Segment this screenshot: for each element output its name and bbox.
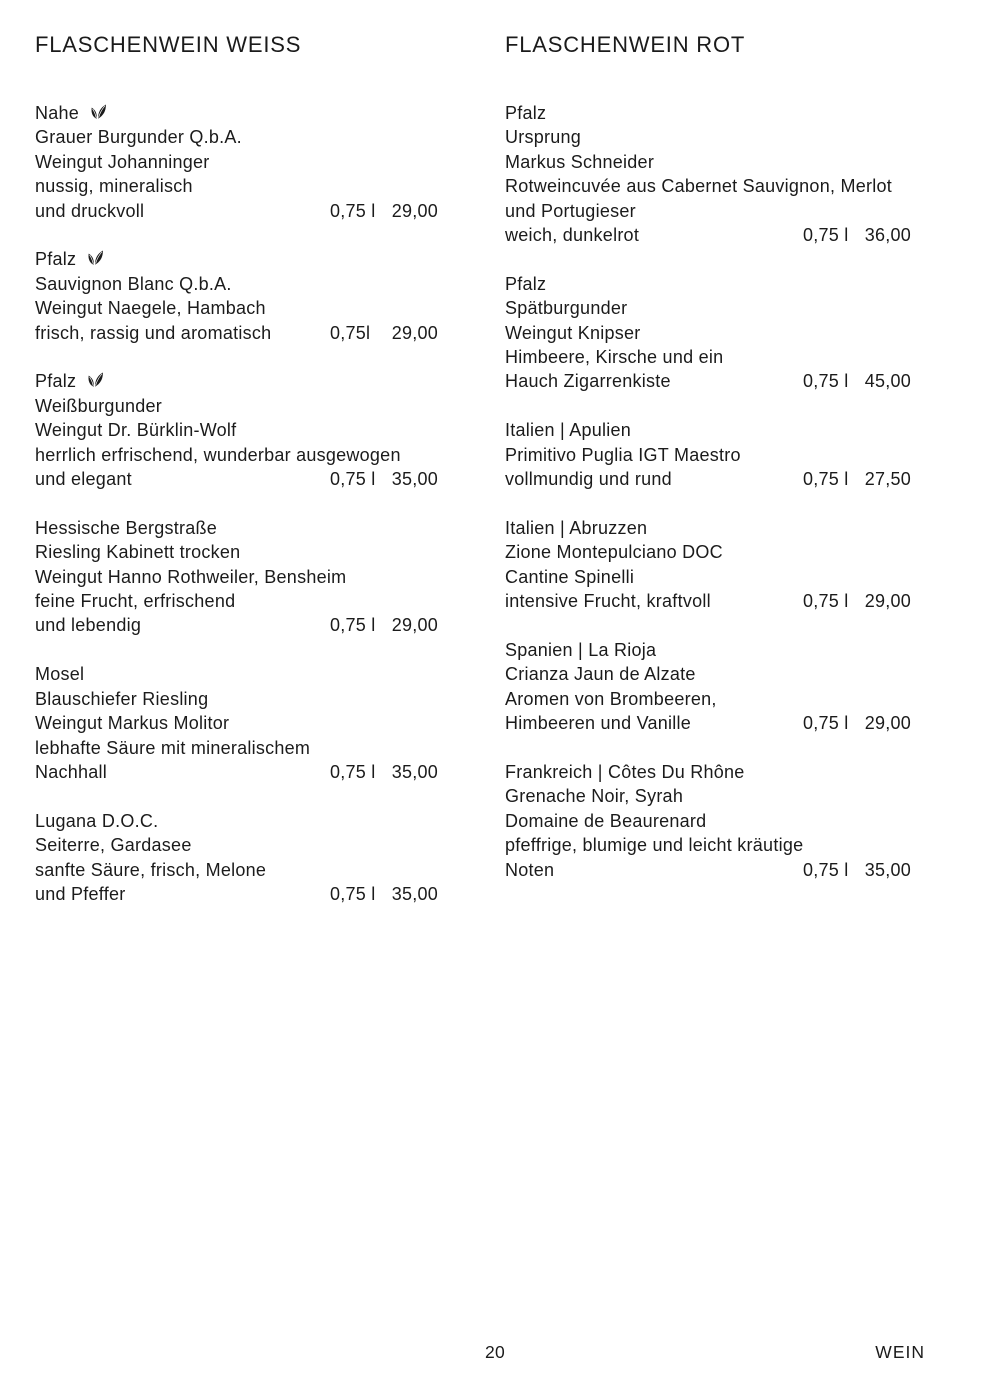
wine-description-tail: Noten: [505, 859, 555, 880]
line-text: lebhafte Säure mit mineralischem: [35, 737, 311, 758]
line-text: nussig, mineralisch: [35, 176, 193, 197]
line-text: Pfalz: [35, 249, 77, 270]
wine-description-tail: Hauch Zigarrenkiste: [505, 371, 671, 392]
wine-volume: 0,75 l: [803, 859, 849, 880]
wine-price-group: [803, 223, 911, 247]
wine-entry-lines: [505, 638, 911, 711]
wine-price-group: [803, 369, 911, 393]
wine-description-tail: frisch, rassig und aromatisch: [35, 322, 272, 343]
line-text: Weißburgunder: [35, 395, 162, 416]
wine-detail-line: [505, 662, 911, 686]
wine-price-group: [330, 321, 438, 345]
wine-price-line: [505, 467, 911, 491]
wine-volume: 0,75 l: [330, 200, 376, 221]
wine-region-line: [35, 369, 438, 393]
wine-price: 35,00: [391, 469, 438, 490]
wine-entry: [35, 247, 438, 345]
wine-price-line: [505, 711, 911, 735]
red-wine-list: [505, 101, 911, 882]
line-text: Zione Montepulciano DOC: [505, 542, 723, 563]
wine-entry-lines: [35, 662, 438, 760]
wine-entry: [35, 662, 438, 784]
wine-detail-line: [505, 345, 911, 369]
wine-description-tail: und Pfeffer: [35, 883, 126, 904]
wine-price: 35,00: [391, 761, 438, 782]
line-text: Italien | Abruzzen: [505, 517, 648, 538]
wine-volume: 0,75 l: [803, 371, 849, 392]
white-wine-column: [35, 33, 438, 931]
line-text: Weingut Knipser: [505, 322, 641, 343]
line-text: Hessische Bergstraße: [35, 517, 218, 538]
wine-detail-line: [505, 125, 911, 149]
line-text: Spanien | La Rioja: [505, 639, 657, 660]
line-text: Weingut Naegele, Hambach: [35, 298, 266, 319]
wine-price: 29,00: [391, 615, 438, 636]
line-text: Spätburgunder: [505, 298, 628, 319]
wine-detail-line: [505, 565, 911, 589]
wine-detail-line: [505, 174, 911, 198]
wine-entry: [35, 809, 438, 907]
wine-detail-line: [505, 784, 911, 808]
red-wine-column: [505, 33, 911, 906]
wine-region-line: [505, 418, 911, 442]
wine-price-line: [505, 223, 911, 247]
wine-detail-line: [505, 833, 911, 857]
wine-detail-line: [35, 296, 438, 320]
wine-price: 35,00: [391, 883, 438, 904]
wine-description-tail: vollmundig und rund: [505, 469, 672, 490]
wine-entry-lines: [505, 418, 911, 467]
line-text: Himbeere, Kirsche und ein: [505, 347, 724, 368]
wine-volume: 0,75 l: [330, 761, 376, 782]
wine-entry-lines: [505, 760, 911, 858]
wine-price-line: [35, 467, 438, 491]
wine-entry-lines: [35, 516, 438, 614]
wine-region-line: [505, 760, 911, 784]
wine-volume: 0,75 l: [330, 469, 376, 490]
line-text: Riesling Kabinett trocken: [35, 542, 241, 563]
wine-detail-line: [505, 296, 911, 320]
wine-detail-line: [35, 687, 438, 711]
wine-entry: [505, 760, 911, 882]
wine-region-line: [35, 101, 438, 125]
wine-price: 29,00: [864, 713, 911, 734]
wine-volume: 0,75 l: [330, 883, 376, 904]
wine-volume: 0,75 l: [803, 469, 849, 490]
wine-description-tail: und druckvoll: [35, 200, 145, 221]
line-text: Lugana D.O.C.: [35, 810, 159, 831]
wine-price-group: [803, 858, 911, 882]
wine-detail-line: [35, 174, 438, 198]
line-text: sanfte Säure, frisch, Melone: [35, 859, 267, 880]
wine-detail-line: [505, 540, 911, 564]
wine-description-tail: Nachhall: [35, 761, 108, 782]
line-text: Grauer Burgunder Q.b.A.: [35, 127, 242, 148]
wine-description-tail: intensive Frucht, kraftvoll: [505, 591, 711, 612]
wine-entry: [35, 516, 438, 638]
line-text: Sauvignon Blanc Q.b.A.: [35, 273, 232, 294]
wine-detail-line: [35, 565, 438, 589]
wine-detail-line: [35, 589, 438, 613]
wine-price: 29,00: [864, 591, 911, 612]
wine-entry: [35, 101, 438, 223]
wine-entry: [505, 418, 911, 491]
line-text: Markus Schneider: [505, 151, 655, 172]
line-text: herrlich erfrischend, wunderbar ausgewogen: [35, 444, 401, 465]
wine-description-tail: Himbeeren und Vanille: [505, 713, 692, 734]
line-text: Blauschiefer Riesling: [35, 688, 209, 709]
wine-region-line: [505, 272, 911, 296]
line-text: Grenache Noir, Syrah: [505, 786, 684, 807]
wine-volume: 0,75 l: [803, 591, 849, 612]
wine-detail-line: [35, 418, 438, 442]
wine-price: 29,00: [391, 200, 438, 221]
red-wine-header: FLASCHENWEIN ROT: [505, 32, 746, 57]
wine-entry-lines: [505, 272, 911, 370]
wine-entry-lines: [35, 369, 438, 467]
wine-entry: [505, 101, 911, 247]
wine-entry: [505, 638, 911, 736]
line-text: Mosel: [35, 664, 85, 685]
wine-detail-line: [505, 321, 911, 345]
white-wine-header: FLASCHENWEIN WEISS: [35, 32, 302, 57]
line-text: feine Frucht, erfrischend: [35, 591, 236, 612]
wine-region-line: [35, 247, 438, 271]
wine-entry: [35, 369, 438, 491]
line-text: Aromen von Brombeeren,: [505, 688, 717, 709]
wine-detail-line: [35, 443, 438, 467]
wine-detail-line: [35, 540, 438, 564]
wine-detail-line: [35, 711, 438, 735]
page-number: 20: [484, 1342, 506, 1362]
wine-price-line: [35, 321, 438, 345]
wine-volume: 0,75l: [330, 322, 371, 343]
wine-entry-lines: [505, 516, 911, 589]
wine-detail-line: [35, 272, 438, 296]
wine-detail-line: [505, 809, 911, 833]
line-text: und Portugieser: [505, 200, 636, 221]
line-text: Cantine Spinelli: [505, 566, 635, 587]
line-text: Weingut Hanno Rothweiler, Bensheim: [35, 566, 347, 587]
wine-price-group: [803, 467, 911, 491]
wine-price-line: [505, 589, 911, 613]
wine-price: 35,00: [864, 859, 911, 880]
wine-price-line: [35, 882, 438, 906]
wine-detail-line: [35, 150, 438, 174]
wine-region-line: [35, 662, 438, 686]
wine-price: 45,00: [864, 371, 911, 392]
wine-entry-lines: [35, 247, 438, 320]
line-text: Weingut Markus Molitor: [35, 713, 230, 734]
wine-region-line: [35, 516, 438, 540]
line-text: Ursprung: [505, 127, 582, 148]
wine-description-tail: und lebendig: [35, 615, 142, 636]
wine-region-line: [505, 101, 911, 125]
wine-price-group: [803, 711, 911, 735]
wine-detail-line: [35, 394, 438, 418]
line-text: Primitivo Puglia IGT Maestro: [505, 444, 741, 465]
wine-detail-line: [505, 199, 911, 223]
white-wine-list: [35, 101, 438, 906]
leaf-icon: [88, 103, 108, 127]
wine-region-line: [505, 516, 911, 540]
wine-price-group: [330, 760, 438, 784]
leaf-icon: [85, 249, 105, 273]
line-text: Weingut Johanninger: [35, 151, 210, 172]
line-text: Pfalz: [35, 371, 77, 392]
wine-volume: 0,75 l: [330, 615, 376, 636]
wine-price-line: [35, 760, 438, 784]
wine-price-group: [330, 467, 438, 491]
line-text: Italien | Apulien: [505, 420, 632, 441]
wine-entry-lines: [505, 101, 911, 223]
wine-price: 36,00: [864, 225, 911, 246]
wine-description-tail: und elegant: [35, 469, 132, 490]
wine-detail-line: [505, 687, 911, 711]
wine-volume: 0,75 l: [803, 225, 849, 246]
wine-detail-line: [35, 736, 438, 760]
wine-entry-lines: [35, 101, 438, 199]
wine-price-group: [803, 589, 911, 613]
wine-entry: [505, 272, 911, 394]
wine-detail-line: [35, 125, 438, 149]
wine-price-group: [330, 199, 438, 223]
wine-entry-lines: [35, 809, 438, 882]
line-text: Pfalz: [505, 103, 547, 123]
section-label: WEIN: [875, 1342, 925, 1362]
leaf-icon: [85, 371, 105, 395]
wine-price: 27,50: [864, 469, 911, 490]
wine-detail-line: [35, 858, 438, 882]
wine-price-group: [330, 882, 438, 906]
wine-price-line: [505, 369, 911, 393]
line-text: Seiterre, Gardasee: [35, 835, 192, 856]
wine-region-line: [35, 809, 438, 833]
line-text: Crianza Jaun de Alzate: [505, 664, 696, 685]
wine-price-line: [35, 199, 438, 223]
wine-price: 29,00: [391, 322, 438, 343]
line-text: Pfalz: [505, 273, 547, 294]
wine-entry: [505, 516, 911, 614]
line-text: Weingut Dr. Bürklin-Wolf: [35, 420, 237, 441]
wine-region-line: [505, 638, 911, 662]
wine-detail-line: [35, 833, 438, 857]
wine-price-line: [35, 613, 438, 637]
line-text: pfeffrige, blumige und leicht kräutige: [505, 835, 804, 856]
wine-price-group: [330, 613, 438, 637]
wine-volume: 0,75 l: [803, 713, 849, 734]
line-text: Rotweincuvée aus Cabernet Sauvignon, Merlot: [505, 176, 892, 197]
line-text: Nahe: [35, 103, 80, 123]
line-text: Frankreich | Côtes Du Rhône: [505, 761, 745, 782]
wine-detail-line: [505, 150, 911, 174]
wine-detail-line: [505, 443, 911, 467]
wine-description-tail: weich, dunkelrot: [505, 225, 640, 246]
line-text: Domaine de Beaurenard: [505, 810, 707, 831]
wine-price-line: [505, 858, 911, 882]
